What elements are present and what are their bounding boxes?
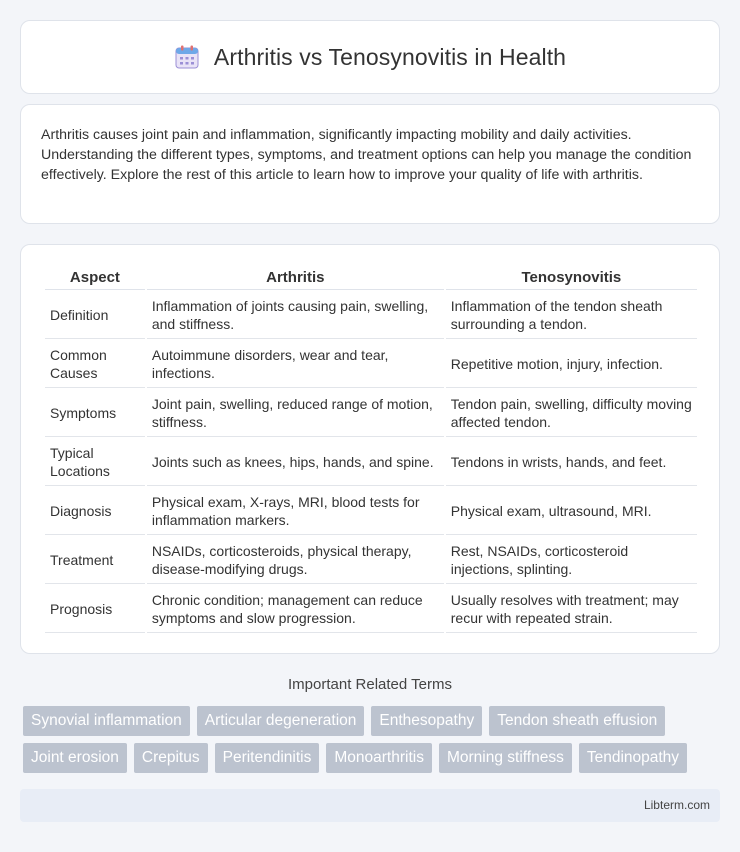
- page-title: Arthritis vs Tenosynovitis in Health: [213, 43, 567, 70]
- related-term-tag[interactable]: Joint erosion: [23, 743, 127, 773]
- calendar-icon: [174, 44, 200, 70]
- tenosynovitis-cell: Tendons in wrists, hands, and feet.: [446, 439, 697, 486]
- arthritis-cell: Joint pain, swelling, reduced range of motion, stiffness.: [147, 390, 444, 437]
- related-term-tag[interactable]: Tendinopathy: [579, 743, 687, 773]
- aspect-cell: Diagnosis: [45, 488, 145, 535]
- aspect-cell: Definition: [45, 292, 145, 339]
- related-terms-tags: [23, 706, 723, 780]
- arthritis-cell: Autoimmune disorders, wear and tear, infections.: [147, 341, 444, 388]
- arthritis-cell: Inflammation of joints causing pain, swelling, and stiffness.: [147, 292, 444, 339]
- related-term-tag[interactable]: Morning stiffness: [439, 743, 572, 773]
- tenosynovitis-cell: Inflammation of the tendon sheath surrounding a tendon.: [446, 292, 697, 339]
- related-term-tag[interactable]: Tendon sheath effusion: [489, 706, 665, 736]
- related-terms-title: Important Related Terms: [288, 676, 452, 693]
- table-row: [45, 439, 697, 486]
- footer: [20, 789, 720, 822]
- footer-brand-link[interactable]: Libterm.com: [643, 798, 710, 812]
- arthritis-cell: NSAIDs, corticosteroids, physical therapy, disease-modifying drugs.: [147, 537, 444, 584]
- column-header-arthritis: Arthritis: [147, 265, 444, 290]
- header-card: [20, 20, 720, 94]
- arthritis-cell: Physical exam, X-rays, MRI, blood tests for inflammation markers.: [147, 488, 444, 535]
- table-row: [45, 390, 697, 437]
- table-row: [45, 488, 697, 535]
- tenosynovitis-cell: Rest, NSAIDs, corticosteroid injections, splinting.: [446, 537, 697, 584]
- table-row: [45, 537, 697, 584]
- related-term-tag[interactable]: Articular degeneration: [197, 706, 365, 736]
- tenosynovitis-cell: Repetitive motion, injury, infection.: [446, 341, 697, 388]
- aspect-cell: Symptoms: [45, 390, 145, 437]
- tag-row: [23, 706, 723, 736]
- tenosynovitis-cell: Tendon pain, swelling, difficulty moving affected tendon.: [446, 390, 697, 437]
- table-row: [45, 292, 697, 339]
- intro-card: [20, 104, 720, 224]
- aspect-cell: Treatment: [45, 537, 145, 584]
- arthritis-cell: Joints such as knees, hips, hands, and spine.: [147, 439, 444, 486]
- table-header-row: [45, 265, 697, 290]
- comparison-table-card: [20, 244, 720, 654]
- table-row: [45, 341, 697, 388]
- aspect-cell: Prognosis: [45, 586, 145, 633]
- aspect-cell: Common Causes: [45, 341, 145, 388]
- aspect-cell: Typical Locations: [45, 439, 145, 486]
- arthritis-cell: Chronic condition; management can reduce symptoms and slow progression.: [147, 586, 444, 633]
- column-header-aspect: Aspect: [45, 265, 145, 290]
- tenosynovitis-cell: Physical exam, ultrasound, MRI.: [446, 488, 697, 535]
- column-header-tenosynovitis: Tenosynovitis: [446, 265, 697, 290]
- table-row: [45, 586, 697, 633]
- intro-text: Arthritis causes joint pain and inflammation, significantly impacting mobility and daily activities. Understanding the different types, symptoms, and treatment options can help you manage the condition effectively. Explore the rest of this article to learn how to improve your quality of life with arthritis.: [41, 127, 692, 183]
- related-term-tag[interactable]: Crepitus: [134, 743, 208, 773]
- tag-row: [23, 743, 723, 773]
- header-inner: [174, 44, 566, 71]
- related-term-tag[interactable]: Synovial inflammation: [23, 706, 190, 736]
- related-term-tag[interactable]: Peritendinitis: [215, 743, 320, 773]
- comparison-table: [43, 263, 699, 635]
- related-term-tag[interactable]: Enthesopathy: [371, 706, 482, 736]
- tenosynovitis-cell: Usually resolves with treatment; may recur with repeated strain.: [446, 586, 697, 633]
- related-term-tag[interactable]: Monoarthritis: [326, 743, 432, 773]
